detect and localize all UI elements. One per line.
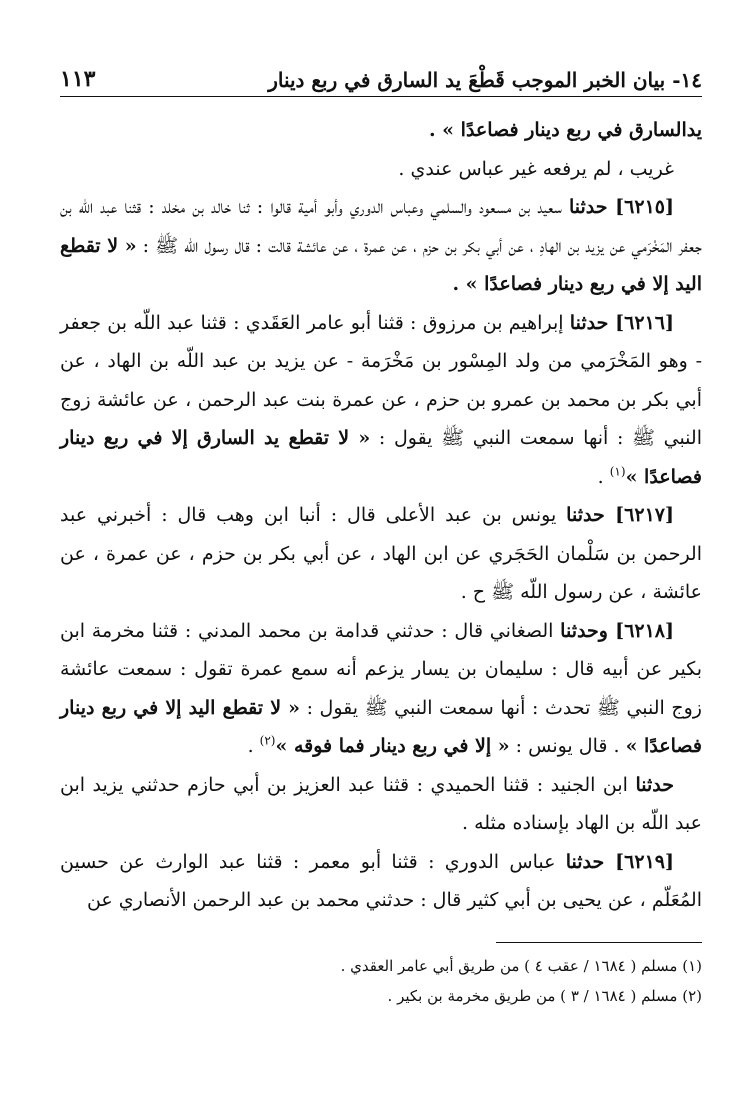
footnote: (٢) مسلم ( ١٦٨٤ / ٣ ) من طريق مخرمة بن بكير . — [387, 986, 702, 1005]
paragraph — [60, 188, 702, 304]
text-run: يونس بن عبد الأعلى قال : أنبا ابن وهب قال : أخبرني عبد الرحمن بن سَلْمان الحَجَري عن ابن الهاد ، عن أبي بكر بن حزم ، عن عمرة ، عن عائشة ، عن رسول اللّه ﷺ ح . — [60, 504, 702, 603]
bold-text: [٦٢١٧] حدثنا — [566, 504, 674, 526]
paragraph — [60, 111, 702, 150]
text-run: عباس الدوري : قثنا أبو معمر : قثنا عبد الوارث عن حسين المُعَلّم ، عن يحيى بن أبي كثير قال : حدثني محمد بن عبد الرحمن الأنصاري عن — [60, 850, 702, 911]
chapter-title: ١٤- بيان الخبر الموجب قَطْعَ يد السارق في ربع دينار — [268, 68, 702, 92]
paragraph — [60, 843, 702, 920]
body-text — [60, 111, 702, 920]
bold-text: [٦٢١٥] حدثنا — [568, 196, 674, 218]
bold-text: يدالسارق في ربع دينار فصاعدًا » . — [428, 119, 702, 141]
text-run: سعيد بن مسعود والسلمي وعباس الدوري وأبو أمية قالوا : ثنا خالد بن مخلد : قثنا عبد اللّه بن جعفر المَخْرَمي عن يزيد بن الهادِ ، عن أبي بكر بن حزم ، عن عمرة ، عن عائشة قالت : قال رسول اللّه ﷺ : — [60, 196, 702, 257]
paragraph — [60, 766, 702, 843]
bold-text: [٦٢١٨] وحدثنا — [560, 619, 675, 642]
paragraph — [60, 496, 702, 612]
running-header — [60, 52, 702, 97]
footnote-ref: (١) — [609, 464, 626, 479]
text-run: . — [597, 465, 610, 488]
bold-text: حدثنا — [635, 773, 674, 796]
page-number: ١١٣ — [60, 66, 96, 92]
paragraph — [60, 304, 702, 497]
bold-text: « لا تقطع اليد إلا في ربع دينار فصاعدًا » — [60, 696, 702, 757]
text-run: الصغاني قال : حدثني قدامة بن محمد المدني : قثنا مخرمة ابن بكير عن أبيه قال : سليمان بن يسار يزعم أنه سمع عمرة تقول : سمعت عائشة زوج النبي ﷺ تحدث : أنها سمعت النبي ﷺ يقول : — [60, 619, 702, 719]
text-run: غريب ، لم يرفعه غير عباس عندي . — [398, 157, 674, 180]
bold-text: [٦٢١٩] حدثنا — [565, 850, 674, 873]
footnotes — [60, 951, 702, 1011]
paragraph — [60, 612, 702, 766]
bold-text: « لا تقطع يد السارق إلا في ربع دينار فصاعدًا » — [60, 427, 702, 488]
text-run: إبراهيم بن مرزوق : قثنا أبو عامر العَقَدي : قثنا عبد اللّه بن جعفر - وهو المَخْرَمي من ولد المِسْور بن مَخْرَمة - عن يزيد بن عبد اللّه بن الهاد ، عن أبي بكر بن محمد بن عمرو بن حزم ، عن عمرة بنت عبد الرحمن ، عن عائشة زوج النبي ﷺ : أنها سمعت النبي ﷺ يقول : — [60, 311, 702, 449]
bold-text: « لا تقطع اليد إلا في ربع دينار فصاعدًا » . — [60, 234, 702, 295]
footnote-separator — [496, 942, 702, 943]
bold-text: « إلا في ربع دينار فما فوقه » — [275, 735, 510, 757]
text-run: . قال يونس : — [509, 735, 626, 757]
footnote: (١) مسلم ( ١٦٨٤ / عقب ٤ ) من طريق أبي عامر العقدي . — [340, 956, 702, 975]
text-run: . — [247, 735, 260, 757]
paragraph — [60, 150, 702, 189]
text-run: ابن الجنيد : قثنا الحميدي : قثنا عبد العزيز بن أبي حازم حدثني يزيد ابن عبد اللّه بن الهاد بإسناده مثله . — [60, 773, 702, 834]
document-page — [60, 52, 702, 1011]
footnote-ref: (٢) — [259, 733, 276, 748]
bold-text: [٦٢١٦] حدثنا — [569, 311, 674, 334]
